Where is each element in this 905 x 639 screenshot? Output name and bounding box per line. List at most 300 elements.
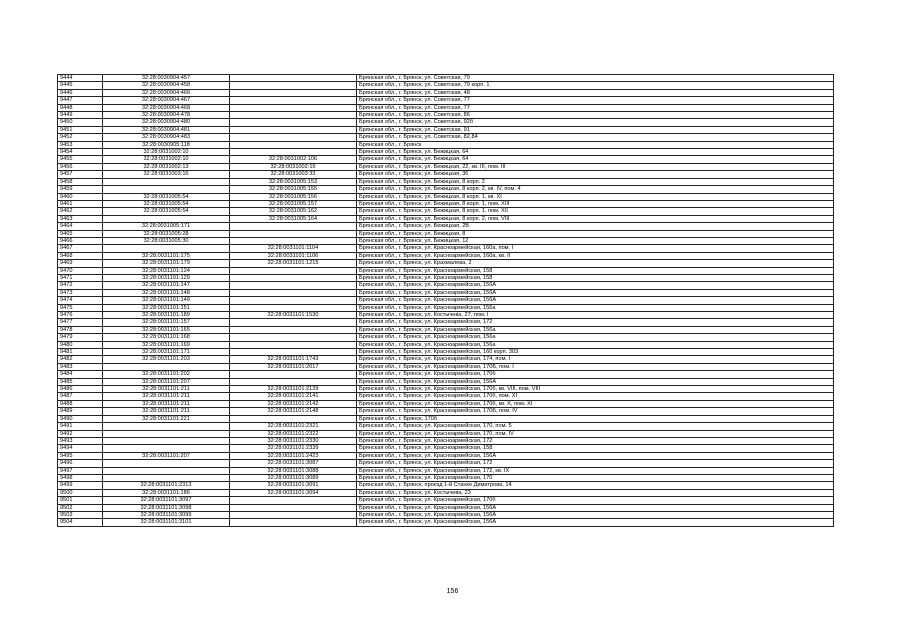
address-cell: Брянская обл., г. Брянск, ул. Костычева, 23 [357, 489, 834, 496]
table-row [58, 75, 834, 82]
table-row [58, 200, 834, 207]
table-row [58, 511, 834, 518]
row-number-cell: 9466 [58, 237, 103, 244]
table-row [58, 163, 834, 170]
address-cell: Брянская обл., г. Брянск, ул. Бежицкая, 8 корп. 1, пом. XIII [357, 200, 834, 207]
table-row [58, 112, 834, 119]
address-cell: Брянская обл., г. Брянск, ул. Красноармейская, 156а [357, 304, 834, 311]
address-cell: Брянская обл., г. Брянск, ул. Красноармейская, 172 [357, 437, 834, 444]
address-cell: Брянская обл., г. Брянск, ул. Красноармейская, 156А [357, 452, 834, 459]
table-row [58, 334, 834, 341]
table-row [58, 252, 834, 259]
table-row [58, 141, 834, 148]
cadastral-number-cell: 32:28:0031101:124 [103, 267, 230, 274]
address-cell: Брянская обл., г. Брянск, ул. Бежицкая, 8 корп. 1, пом. XII [357, 208, 834, 215]
table-row [58, 460, 834, 467]
row-number-cell: 9462 [58, 208, 103, 215]
address-cell: Брянская обл., г. Брянск, ул. Красноармейская, 158 [357, 267, 834, 274]
cadastral-number-cell: 32:28:0031101:202 [103, 371, 230, 378]
related-cadastral-number-cell [230, 237, 357, 244]
cadastral-number-cell: 32:28:0031101:175 [103, 252, 230, 259]
related-cadastral-number-cell: 32:28:0031101:2139 [230, 386, 357, 393]
row-number-cell: 9449 [58, 112, 103, 119]
table-row [58, 312, 834, 319]
row-number-cell: 9491 [58, 423, 103, 430]
cadastral-number-cell: 32:28:0031101:3098 [103, 504, 230, 511]
table-row [58, 82, 834, 89]
cadastral-number-cell: 32:28:0031101:211 [103, 386, 230, 393]
row-number-cell: 9485 [58, 378, 103, 385]
related-cadastral-number-cell: 32:28:0031002:19 [230, 163, 357, 170]
related-cadastral-number-cell: 32:28:0031101:2339 [230, 445, 357, 452]
table-row [58, 452, 834, 459]
row-number-cell: 9483 [58, 363, 103, 370]
address-cell: Брянская обл., г. Брянск, ул. Красноармейская, 170б, кв. VIII, пом. VIII [357, 386, 834, 393]
related-cadastral-number-cell: 32:28:0031005:156 [230, 193, 357, 200]
address-cell: Брянская обл., г. Брянск, ул. Советская, 77 [357, 97, 834, 104]
table-row [58, 326, 834, 333]
related-cadastral-number-cell [230, 112, 357, 119]
row-number-cell: 9447 [58, 97, 103, 104]
row-number-cell: 9448 [58, 104, 103, 111]
row-number-cell: 9464 [58, 223, 103, 230]
related-cadastral-number-cell [230, 75, 357, 82]
related-cadastral-number-cell: 32:28:0031005:155 [230, 186, 357, 193]
related-cadastral-number-cell [230, 282, 357, 289]
cadastral-number-cell: 32:28:0030904:478 [103, 112, 230, 119]
address-cell: Брянская обл., г. Брянск [357, 141, 834, 148]
table-row [58, 519, 834, 526]
table-row [58, 297, 834, 304]
row-number-cell: 9487 [58, 393, 103, 400]
table-row [58, 156, 834, 163]
address-cell: Брянская обл., г. Брянск, ул. Бежицкая, 22, кв. III, пом. III [357, 163, 834, 170]
row-number-cell: 9476 [58, 312, 103, 319]
address-cell: Брянская обл., г. Брянск, ул. Бежицкая, 8 корп. 2 [357, 178, 834, 185]
related-cadastral-number-cell: 32:28:0031101:2322 [230, 430, 357, 437]
cadastral-number-cell: 32:28:0030905:118 [103, 141, 230, 148]
cadastral-number-cell [103, 460, 230, 467]
address-cell: Брянская обл., г. Брянск, ул. Бежицкая, 8 корп. 1, кв. XI [357, 193, 834, 200]
cadastral-number-cell: 32:28:0031002:10 [103, 156, 230, 163]
address-cell: Брянская обл., г. Брянск, ул. Красноармейская, 170б, пом. XI [357, 393, 834, 400]
cadastral-number-cell: 32:28:0031101:129 [103, 274, 230, 281]
address-cell: Брянская обл., г. Брянск, ул. Красноармейская, 156А [357, 297, 834, 304]
related-cadastral-number-cell: 32:28:0031005:153 [230, 178, 357, 185]
table-row [58, 423, 834, 430]
table-row [58, 230, 834, 237]
row-number-cell: 9457 [58, 171, 103, 178]
address-cell: Брянская обл., г. Брянск, ул. Красноармейская, 170б, кв. X, пом. XI [357, 400, 834, 407]
row-number-cell: 9471 [58, 274, 103, 281]
related-cadastral-number-cell [230, 319, 357, 326]
row-number-cell: 9493 [58, 437, 103, 444]
row-number-cell: 9470 [58, 267, 103, 274]
address-cell: Брянская обл., г. Брянск, ул. Советская, 79 [357, 75, 834, 82]
related-cadastral-number-cell: 32:28:0031101:2423 [230, 452, 357, 459]
related-cadastral-number-cell [230, 274, 357, 281]
cadastral-number-cell: 32:28:0030904:467 [103, 97, 230, 104]
row-number-cell: 9482 [58, 356, 103, 363]
table-row [58, 341, 834, 348]
address-cell: Брянская обл., г. Брянск, ул. Красноармейская, 158 [357, 445, 834, 452]
table-row [58, 467, 834, 474]
related-cadastral-number-cell [230, 341, 357, 348]
table-row [58, 215, 834, 222]
related-cadastral-number-cell: 32:28:0031005:164 [230, 215, 357, 222]
row-number-cell: 9473 [58, 289, 103, 296]
table-row [58, 97, 834, 104]
table-row [58, 415, 834, 422]
cadastral-number-cell: 32:28:0031101:211 [103, 408, 230, 415]
row-number-cell: 9444 [58, 75, 103, 82]
address-cell: Брянская обл., г. Брянск, ул. Красноармейская, 172 [357, 460, 834, 467]
address-cell: Брянская обл., г. Брянск, ул. Советская, 86 [357, 112, 834, 119]
address-cell: Брянская обл., г. Брянск, ул. Красноармейская, 156А [357, 504, 834, 511]
row-number-cell: 9503 [58, 511, 103, 518]
cadastral-number-cell: 32:28:0031101:3097 [103, 497, 230, 504]
table-row [58, 356, 834, 363]
cadastral-number-cell: 32:28:0031101:157 [103, 319, 230, 326]
related-cadastral-number-cell [230, 504, 357, 511]
cadastral-number-cell [103, 474, 230, 481]
cadastral-number-cell [103, 215, 230, 222]
table-row [58, 245, 834, 252]
address-cell: Брянская обл., г. Брянск, ул. Крахмалева, 2 [357, 260, 834, 267]
row-number-cell: 9453 [58, 141, 103, 148]
row-number-cell: 9479 [58, 334, 103, 341]
cadastral-number-cell [103, 363, 230, 370]
cadastral-number-cell: 32:28:0031101:151 [103, 304, 230, 311]
address-cell: Брянская обл., г. Брянск, ул. Советская, 77 [357, 104, 834, 111]
cadastral-number-cell: 32:28:0031101:2313 [103, 482, 230, 489]
address-cell: Брянская обл., г. Брянск, ул. Красноармейская, 174, пом. I [357, 356, 834, 363]
cadastral-number-cell [103, 445, 230, 452]
row-number-cell: 9502 [58, 504, 103, 511]
table-row [58, 497, 834, 504]
related-cadastral-number-cell [230, 126, 357, 133]
related-cadastral-number-cell [230, 415, 357, 422]
row-number-cell: 9445 [58, 82, 103, 89]
table-row [58, 237, 834, 244]
related-cadastral-number-cell [230, 82, 357, 89]
table-row [58, 482, 834, 489]
address-cell: Брянская обл., г. Брянск, ул. Бежицкая, 8 [357, 230, 834, 237]
related-cadastral-number-cell: 32:28:0031101:3091 [230, 482, 357, 489]
address-cell: Брянская обл., г. Брянск, ул. Красноармейская, 170б [357, 497, 834, 504]
row-number-cell: 9454 [58, 149, 103, 156]
related-cadastral-number-cell: 32:28:0031101:1530 [230, 312, 357, 319]
row-number-cell: 9484 [58, 371, 103, 378]
cadastral-number-cell: 32:28:0030904:457 [103, 75, 230, 82]
table-row [58, 393, 834, 400]
table-row [58, 223, 834, 230]
cadastral-number-cell: 32:28:0031101:169 [103, 341, 230, 348]
cadastral-number-cell: 32:28:0030904:458 [103, 82, 230, 89]
related-cadastral-number-cell [230, 497, 357, 504]
cadastral-number-cell [103, 467, 230, 474]
row-number-cell: 9450 [58, 119, 103, 126]
table-row [58, 400, 834, 407]
row-number-cell: 9478 [58, 326, 103, 333]
row-number-cell: 9467 [58, 245, 103, 252]
cadastral-number-cell: 32:28:0031101:221 [103, 415, 230, 422]
related-cadastral-number-cell [230, 267, 357, 274]
table-row [58, 282, 834, 289]
cadastral-table [57, 74, 834, 527]
related-cadastral-number-cell [230, 297, 357, 304]
cadastral-number-cell [103, 186, 230, 193]
row-number-cell: 9451 [58, 126, 103, 133]
cadastral-number-cell: 32:28:0031005:54 [103, 193, 230, 200]
cadastral-number-cell: 32:28:0031005:30 [103, 237, 230, 244]
cadastral-number-cell [103, 245, 230, 252]
related-cadastral-number-cell [230, 378, 357, 385]
address-cell: Брянская обл., г. Брянск, ул. Красноармейская, 170Б, пом. I [357, 363, 834, 370]
table-row [58, 186, 834, 193]
table-row [58, 319, 834, 326]
cadastral-number-cell: 32:28:0031101:207 [103, 378, 230, 385]
cadastral-number-cell: 32:28:0031002:10 [103, 149, 230, 156]
cadastral-number-cell [103, 430, 230, 437]
cadastral-number-cell: 32:28:0031101:186 [103, 489, 230, 496]
related-cadastral-number-cell: 32:28:0031101:2142 [230, 400, 357, 407]
cadastral-number-cell: 32:28:0031101:171 [103, 349, 230, 356]
cadastral-number-cell [103, 178, 230, 185]
related-cadastral-number-cell [230, 326, 357, 333]
related-cadastral-number-cell: 32:28:0031002:106 [230, 156, 357, 163]
row-number-cell: 9480 [58, 341, 103, 348]
row-number-cell: 9481 [58, 349, 103, 356]
table-row [58, 149, 834, 156]
address-cell: Брянская обл., г. Брянск, ул. Красноармейская, 172, кв. IX [357, 467, 834, 474]
row-number-cell: 9468 [58, 252, 103, 259]
related-cadastral-number-cell: 32:28:0031003:33 [230, 171, 357, 178]
related-cadastral-number-cell: 32:28:0031101:2017 [230, 363, 357, 370]
table-row [58, 304, 834, 311]
row-number-cell: 9461 [58, 200, 103, 207]
cadastral-number-cell: 32:28:0031101:211 [103, 400, 230, 407]
address-cell: Брянская обл., г. Брянск, ул. Красноармейская, 156А [357, 289, 834, 296]
related-cadastral-number-cell [230, 519, 357, 526]
row-number-cell: 9499 [58, 482, 103, 489]
table-row [58, 386, 834, 393]
related-cadastral-number-cell: 32:28:0031101:2321 [230, 423, 357, 430]
related-cadastral-number-cell: 32:28:0031005:162 [230, 208, 357, 215]
address-cell: Брянская обл., г. Брянск, ул. Красноармейская, 156а [357, 334, 834, 341]
cadastral-number-cell: 32:28:0031002:13 [103, 163, 230, 170]
table-row [58, 289, 834, 296]
related-cadastral-number-cell: 32:28:0031101:3089 [230, 474, 357, 481]
table-row [58, 504, 834, 511]
row-number-cell: 9488 [58, 400, 103, 407]
row-number-cell: 9495 [58, 452, 103, 459]
address-cell: Брянская обл., г. Брянск, ул. Красноармейская, 170Б, пом. IV [357, 408, 834, 415]
address-cell: Брянская обл., г. Брянск, ул. Костычева, 27, пом. I [357, 312, 834, 319]
table-row [58, 378, 834, 385]
page-number: 156 [446, 588, 459, 595]
address-cell: Брянская обл., г. Брянск, ул. Советская, 92б [357, 119, 834, 126]
address-cell: Брянская обл., г. Брянск, ул. Красноармейская, 170б [357, 371, 834, 378]
cadastral-number-cell: 32:28:0030904:480 [103, 119, 230, 126]
related-cadastral-number-cell [230, 289, 357, 296]
cadastral-number-cell: 32:28:0031101:211 [103, 393, 230, 400]
address-cell: Брянская обл., г. Брянск, ул. Бежицкая, 2В [357, 223, 834, 230]
address-cell: Брянская обл., г. Брянск, ул. Красноармейская, 156А [357, 378, 834, 385]
table-row [58, 437, 834, 444]
related-cadastral-number-cell [230, 334, 357, 341]
cadastral-number-cell: 32:28:0031005:28 [103, 230, 230, 237]
cadastral-number-cell: 32:28:0031005:54 [103, 208, 230, 215]
related-cadastral-number-cell: 32:28:0031101:2141 [230, 393, 357, 400]
address-cell: Брянская обл., г. Брянск, ул. Советская, 79 корп. 1 [357, 82, 834, 89]
cadastral-number-cell [103, 423, 230, 430]
related-cadastral-number-cell [230, 89, 357, 96]
row-number-cell: 9475 [58, 304, 103, 311]
table-row [58, 349, 834, 356]
address-cell: Брянская обл., г. Брянск, ул. Красноармейская, 158 [357, 274, 834, 281]
row-number-cell: 9498 [58, 474, 103, 481]
related-cadastral-number-cell: 32:28:0031101:1215 [230, 260, 357, 267]
table-row [58, 171, 834, 178]
address-cell: Брянская обл., г. Брянск, ул. Красноармейская, 170, пом. 5 [357, 423, 834, 430]
table-row [58, 371, 834, 378]
row-number-cell: 9459 [58, 186, 103, 193]
address-cell: Брянская обл., г. Брянск, ул. Советская, 82,84 [357, 134, 834, 141]
row-number-cell: 9446 [58, 89, 103, 96]
related-cadastral-number-cell: 32:28:0031101:3094 [230, 489, 357, 496]
cadastral-number-cell: 32:28:0030904:483 [103, 134, 230, 141]
row-number-cell: 9497 [58, 467, 103, 474]
cadastral-number-cell: 32:28:0031101:203 [103, 356, 230, 363]
related-cadastral-number-cell [230, 119, 357, 126]
related-cadastral-number-cell: 32:28:0031101:1104 [230, 245, 357, 252]
row-number-cell: 9472 [58, 282, 103, 289]
row-number-cell: 9465 [58, 230, 103, 237]
related-cadastral-number-cell [230, 230, 357, 237]
related-cadastral-number-cell: 32:28:0031101:1743 [230, 356, 357, 363]
address-cell: Брянская обл., г. Брянск, ул. Бежицкая, 36 [357, 171, 834, 178]
address-cell: Брянская обл., г. Брянск, ул. Бежицкая, 8 корп. 2, кв. IV, пом. 4 [357, 186, 834, 193]
table-row [58, 89, 834, 96]
row-number-cell: 9456 [58, 163, 103, 170]
address-cell: Брянская обл., г. Брянск, ул. Красноармейская, 156А [357, 511, 834, 518]
table-row [58, 193, 834, 200]
address-cell: Брянская обл., г. Брянск, ул. Бежицкая, 64 [357, 149, 834, 156]
address-cell: Брянская обл., г. Брянск, ул. Красноармейская, 156а [357, 326, 834, 333]
address-cell: Брянская обл., г. Брянск, ул. Красноармейская, 160 корп. 303 [357, 349, 834, 356]
cadastral-number-cell: 32:28:0030904:468 [103, 104, 230, 111]
row-number-cell: 9496 [58, 460, 103, 467]
related-cadastral-number-cell [230, 134, 357, 141]
address-cell: Брянская обл., г. Брянск, ул. Бежицкая, 8 корп. 2, пом. VIII [357, 215, 834, 222]
table-row [58, 126, 834, 133]
table-row [58, 430, 834, 437]
address-cell: Брянская обл., г. Брянск, ул. Красноармейская, 160а, пом. I [357, 245, 834, 252]
row-number-cell: 9492 [58, 430, 103, 437]
cadastral-number-cell: 32:28:0031101:149 [103, 297, 230, 304]
related-cadastral-number-cell [230, 349, 357, 356]
cadastral-number-cell: 32:28:0031005:54 [103, 200, 230, 207]
table-row [58, 363, 834, 370]
cadastral-number-cell: 32:28:0031101:148 [103, 289, 230, 296]
table-row [58, 489, 834, 496]
row-number-cell: 9474 [58, 297, 103, 304]
table-row [58, 178, 834, 185]
cadastral-number-cell: 32:28:0031101:207 [103, 452, 230, 459]
related-cadastral-number-cell: 32:28:0031101:3088 [230, 467, 357, 474]
related-cadastral-number-cell [230, 104, 357, 111]
row-number-cell: 9494 [58, 445, 103, 452]
row-number-cell: 9460 [58, 193, 103, 200]
address-cell: Брянская обл., г. Брянск, ул. Советская, 48 [357, 89, 834, 96]
row-number-cell: 9458 [58, 178, 103, 185]
related-cadastral-number-cell [230, 223, 357, 230]
address-cell: Брянская обл., г. Брянск, ул. Красноармейская, 170 [357, 474, 834, 481]
row-number-cell: 9463 [58, 215, 103, 222]
related-cadastral-number-cell: 32:28:0031101:2330 [230, 437, 357, 444]
table-row [58, 104, 834, 111]
table-row [58, 119, 834, 126]
table-row [58, 134, 834, 141]
cadastral-number-cell: 32:28:0030904:466 [103, 89, 230, 96]
related-cadastral-number-cell [230, 304, 357, 311]
row-number-cell: 9455 [58, 156, 103, 163]
address-cell: Брянская обл., г. Брянск, ул. Красноармейская, 156А [357, 282, 834, 289]
table-row [58, 208, 834, 215]
related-cadastral-number-cell [230, 97, 357, 104]
address-cell: Брянская обл., г. Брянск, ул. Бежицкая, 12 [357, 237, 834, 244]
related-cadastral-number-cell: 32:28:0031101:1106 [230, 252, 357, 259]
row-number-cell: 9490 [58, 415, 103, 422]
row-number-cell: 9489 [58, 408, 103, 415]
row-number-cell: 9452 [58, 134, 103, 141]
address-cell: Брянская обл., г. Брянск, 170б [357, 415, 834, 422]
cadastral-number-cell: 32:28:0030904:481 [103, 126, 230, 133]
table-body [58, 75, 834, 527]
table-row [58, 267, 834, 274]
cadastral-number-cell: 32:28:0031101:168 [103, 334, 230, 341]
cadastral-number-cell: 32:28:0031101:189 [103, 312, 230, 319]
related-cadastral-number-cell: 32:28:0031101:3087 [230, 460, 357, 467]
cadastral-number-cell: 32:28:0031101:147 [103, 282, 230, 289]
cadastral-number-cell: 32:28:0031101:165 [103, 326, 230, 333]
address-cell: Брянская обл., г. Брянск, ул. Советская, 91 [357, 126, 834, 133]
related-cadastral-number-cell: 32:28:0031005:157 [230, 200, 357, 207]
row-number-cell: 9500 [58, 489, 103, 496]
related-cadastral-number-cell: 32:28:0031101:2148 [230, 408, 357, 415]
address-cell: Брянская обл., г. Брянск, ул. Бежицкая, 64 [357, 156, 834, 163]
table-row [58, 445, 834, 452]
related-cadastral-number-cell [230, 141, 357, 148]
cadastral-number-cell: 32:28:0031005:171 [103, 223, 230, 230]
row-number-cell: 9501 [58, 497, 103, 504]
table-row [58, 408, 834, 415]
cadastral-number-cell: 32:28:0031003:16 [103, 171, 230, 178]
related-cadastral-number-cell [230, 511, 357, 518]
row-number-cell: 9504 [58, 519, 103, 526]
related-cadastral-number-cell [230, 371, 357, 378]
cadastral-number-cell [103, 437, 230, 444]
cadastral-number-cell: 32:28:0031101:179 [103, 260, 230, 267]
address-cell: Брянская обл., г. Брянск, ул. Красноармейская, 156А [357, 519, 834, 526]
address-cell: Брянская обл., г. Брянск, ул. Красноармейская, 170, пом. IV [357, 430, 834, 437]
row-number-cell: 9477 [58, 319, 103, 326]
table-row [58, 474, 834, 481]
cadastral-number-cell: 32:28:0031101:3101 [103, 519, 230, 526]
address-cell: Брянская обл., г. Брянск, ул. Красноармейская, 172 [357, 319, 834, 326]
address-cell: Брянская обл., г. Брянск, ул. Красноармейская, 160а, кв. II [357, 252, 834, 259]
